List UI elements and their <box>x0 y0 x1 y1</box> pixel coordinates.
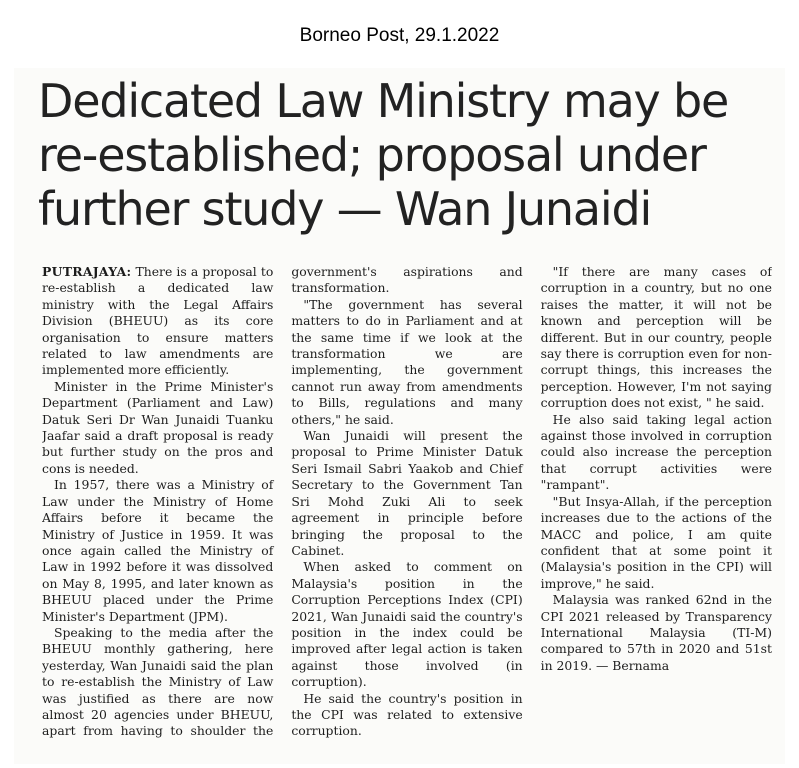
article-paragraph: Speaking to the media after the BHEUU monthly gathering, here yesterday, Wan Junaidi said the plan to re-establish the Ministry of Law was justified as there are now almost 20 agencies under BHEUU, apart from having to shoulder the government's aspirations and transformation. <box>42 264 523 739</box>
article-paragraph: "But Insya-Allah, if the perception increases due to the actions of the MACC and police, I am quite confident that at some point it (Malaysia's position in the CPI) will improve," he said. <box>540 493 772 591</box>
article-paragraph: He said the country's position in the CPI was related to extensive corruption. <box>291 690 523 739</box>
article-paragraph: When asked to comment on Malaysia's position in the Corruption Perceptions Index (CPI) 2021, Wan Junaidi said the country's position in the index could be improved after legal action is taken against those involved (in corruption). <box>291 559 523 690</box>
article-lead: There is a proposal to re-establish a dedicated law ministry with the Legal Affairs Division (BHEUU) as its core organisation to ensure matters related to law amendments are implemented more efficiently. <box>42 264 274 378</box>
article-headline: Dedicated Law Ministry may be re-established; proposal under further study — Wan Junaidi <box>38 74 729 236</box>
article-paragraph: He also said taking legal action against those involved in corruption could also increase the perception that corrupt activities were "rampant". <box>540 411 772 493</box>
article-paragraph: In 1957, there was a Ministry of Law under the Ministry of Home Affairs before it became the Ministry of Justice in 1959. It was once again called the Ministry of Law in 1992 before it was dissolved on May 8, 1995, and later known as BHEUU placed under the Prime Minister's Department (JPM). <box>42 477 274 624</box>
article-paragraph: Minister in the Prime Minister's Department (Parliament and Law) Datuk Seri Dr Wan Junaidi Tuanku Jaafar said a draft proposal is ready but further study on the pros and cons is needed. <box>42 378 274 476</box>
article-paragraph: "The government has several matters to do in Parliament and at the same time if we look at the transformation we are implementing, the government cannot run away from amendments to Bills, regulations and many others," he said. <box>291 296 523 427</box>
source-caption: Borneo Post, 29.1.2022 <box>299 25 500 46</box>
newspaper-clipping <box>14 68 785 764</box>
article-paragraph <box>42 264 273 379</box>
article-paragraph: Malaysia was ranked 62nd in the CPI 2021 released by Transparency International Malaysia (TI-M) compared to 57th in 2020 and 51st in 2019. — Bernama <box>540 592 772 673</box>
article-paragraph: "If there are many cases of corruption in a country, but no one raises the matter, it will not be known and perception will be different. But in our country, people say there is corruption even for non-corrupt things, this increases the perception. However, I'm not saying corruption does not exist, " he said. <box>540 264 772 411</box>
article-paragraph: Wan Junaidi will present the proposal to Prime Minister Datuk Seri Ismail Sabri Yaakob and Chief Secretary to the Government Tan Sri Mohd Zuki Ali to seek agreement in principle before bringing the proposal to the Cabinet. <box>291 428 523 558</box>
article-body <box>42 264 772 760</box>
article-dateline: PUTRAJAYA: <box>42 264 132 279</box>
